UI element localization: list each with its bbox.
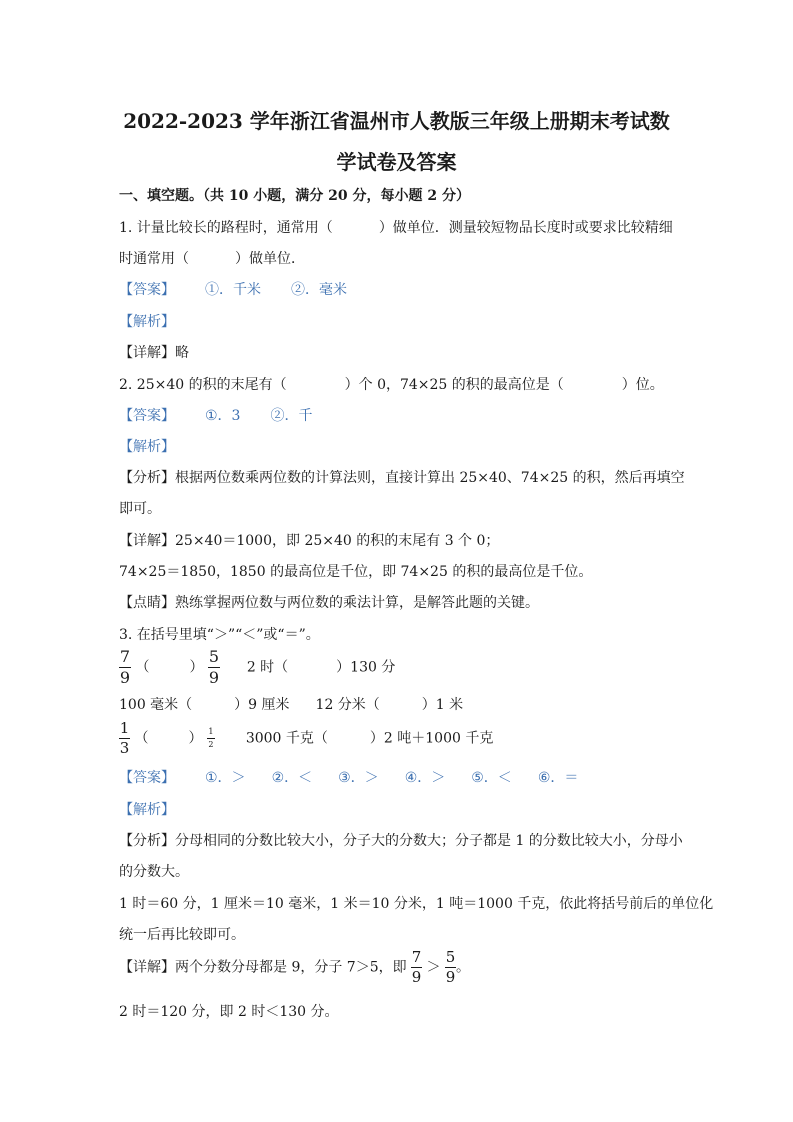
- q2-answer-1: ①．3: [205, 408, 241, 424]
- q3-fenxi-2: 的分数大。: [119, 864, 189, 880]
- paren-close: ）: [189, 659, 204, 676]
- section-heading: 一、填空题。（共 10 小题，满分 20 分，每小题 2 分）: [119, 188, 470, 204]
- answer-tag: 【答案】: [119, 408, 175, 424]
- page-title-line2: 学试卷及答案: [336, 150, 457, 174]
- q3-detail-1: [119, 950, 470, 985]
- numerator: 5: [208, 647, 219, 666]
- q3-row3: [119, 721, 493, 756]
- q1-detail: [119, 344, 189, 362]
- numerator: 7: [411, 948, 422, 966]
- detail-tag: 【详解】: [119, 345, 175, 361]
- q3-answer-1: ①．＞: [205, 770, 246, 786]
- fraction-bar: [207, 738, 215, 739]
- fenxi-tag: 【分析】: [119, 833, 175, 849]
- q1-answer: [119, 281, 347, 299]
- q1-text2: 时通常用（: [119, 251, 189, 267]
- q3-answer-5: ⑤．＜: [471, 770, 512, 786]
- denominator: 2: [208, 740, 214, 749]
- denominator: 9: [119, 668, 131, 687]
- q2-fenxi-1: [119, 469, 685, 487]
- q3-stem: 3. 在括号里填“＞”“＜”或“＝”。: [119, 627, 320, 643]
- paren-open: （: [134, 730, 149, 747]
- q3-r2b-right: ）1 米: [421, 697, 464, 713]
- q1-text: 1. 计量比较长的路程时，通常用（: [119, 220, 333, 236]
- q3-row1: [119, 649, 395, 686]
- q1-analysis-tag: 【解析】: [119, 314, 175, 330]
- detail-tag: 【详解】: [119, 533, 175, 549]
- denominator: 9: [208, 668, 219, 687]
- q3-detail-text: 两个分数分母都是 9，分子 7＞5，即: [175, 959, 407, 976]
- q2-detail-text: 25×40＝1000，即 25×40 的积的末尾有 3 个 0；: [175, 533, 500, 549]
- q3-r3b-left: 3000 千克（: [245, 730, 328, 747]
- fraction-1-2: [207, 728, 215, 749]
- q3-analysis-tag: 【解析】: [119, 802, 175, 818]
- greater-than-sign: ＞: [426, 959, 441, 976]
- q3-fenxi-1: [119, 832, 683, 850]
- q2-dianjing-text: 熟练掌握两位数与两位数的乘法计算，是解答此题的关键。: [175, 595, 539, 611]
- q2-stem: [119, 376, 664, 394]
- paren-open: （: [135, 659, 150, 676]
- q3-r1b-left: 2 时（: [246, 659, 289, 676]
- answer-tag: 【答案】: [119, 770, 175, 786]
- fraction-5-9: [445, 950, 456, 985]
- q1-text-cont: ）做单位．测量较短物品长度时或要求比较精细: [378, 220, 673, 236]
- q3-fenxi-text: 分母相同的分数比较大小，分子大的分数大；分子都是 1 的分数比较大小，分母小: [175, 833, 683, 849]
- q2-answer: [119, 407, 312, 425]
- q2-text-c: ）位。: [621, 377, 664, 393]
- q3-r1b-right: ）130 分: [336, 659, 396, 676]
- q1-line2: [119, 250, 305, 268]
- q1-text2-cont: ）做单位．: [235, 251, 305, 267]
- q2-detail-1: [119, 532, 499, 550]
- answer-tag: 【答案】: [119, 282, 175, 298]
- period: 。: [455, 959, 470, 976]
- q2-fenxi-2: 即可。: [119, 501, 161, 517]
- detail-tag: 【详解】: [119, 959, 175, 976]
- fraction-5-9: [208, 649, 220, 686]
- q3-fenxi-3: 1 时＝60 分，1 厘米＝10 毫米，1 米＝10 分米，1 吨＝1000 千克，依此将括号前后的单位化: [119, 896, 714, 912]
- q3-answer-4: ④．＞: [404, 770, 446, 786]
- dianjing-tag: 【点睛】: [119, 595, 175, 611]
- q2-fenxi-text: 根据两位数乘两位数的计算法则，直接计算出 25×40、74×25 的积，然后再填空: [175, 470, 685, 486]
- q2-analysis-tag: 【解析】: [119, 439, 175, 455]
- denominator: 3: [119, 739, 130, 757]
- q3-answer-3: ③．＞: [338, 770, 379, 786]
- q2-text-b: ）个 0，74×25 的积的最高位是（: [344, 377, 564, 393]
- fenxi-tag: 【分析】: [119, 470, 175, 486]
- numerator: 7: [119, 647, 131, 666]
- paren-close: ）: [188, 730, 203, 747]
- q3-r2a-right: ）9 厘米: [234, 697, 290, 713]
- q3-row2: [119, 696, 463, 714]
- fraction-1-3: [119, 721, 130, 756]
- denominator: 9: [411, 968, 422, 986]
- denominator: 9: [445, 968, 456, 986]
- page-title-line1: 2022-2023 学年浙江省温州市人教版三年级上册期末考试数: [123, 109, 670, 133]
- q2-detail-2: 74×25＝1850，1850 的最高位是千位，即 74×25 的积的最高位是千位。: [119, 564, 593, 580]
- q2-text-a: 2. 25×40 的积的末尾有（: [119, 377, 287, 393]
- numerator: 1: [208, 727, 214, 736]
- numerator: 5: [445, 948, 456, 966]
- q3-detail-2: 2 时＝120 分，即 2 时＜130 分。: [119, 1004, 339, 1020]
- q1-answer-2: ②．毫米: [291, 282, 347, 298]
- q1-line1: [119, 219, 673, 237]
- q2-answer-2: ②．千: [270, 408, 313, 424]
- q3-r2b-left: 12 分米（: [315, 697, 380, 713]
- q3-fenxi-4: 统一后再比较即可。: [119, 927, 245, 943]
- fraction-7-9: [119, 649, 131, 686]
- q3-r3b-right: ）2 吨＋1000 千克: [369, 730, 494, 747]
- q3-answer-2: ②．＜: [271, 770, 313, 786]
- fraction-7-9: [411, 950, 422, 985]
- q2-dianjing: [119, 594, 539, 612]
- q3-r2a-left: 100 毫米（: [119, 697, 193, 713]
- q3-answer-6: ⑥．＝: [537, 770, 579, 786]
- q3-answer: [119, 769, 578, 787]
- numerator: 1: [119, 719, 130, 737]
- q1-answer-1: ①．千米: [205, 282, 261, 298]
- q1-detail-text: 略: [175, 345, 189, 361]
